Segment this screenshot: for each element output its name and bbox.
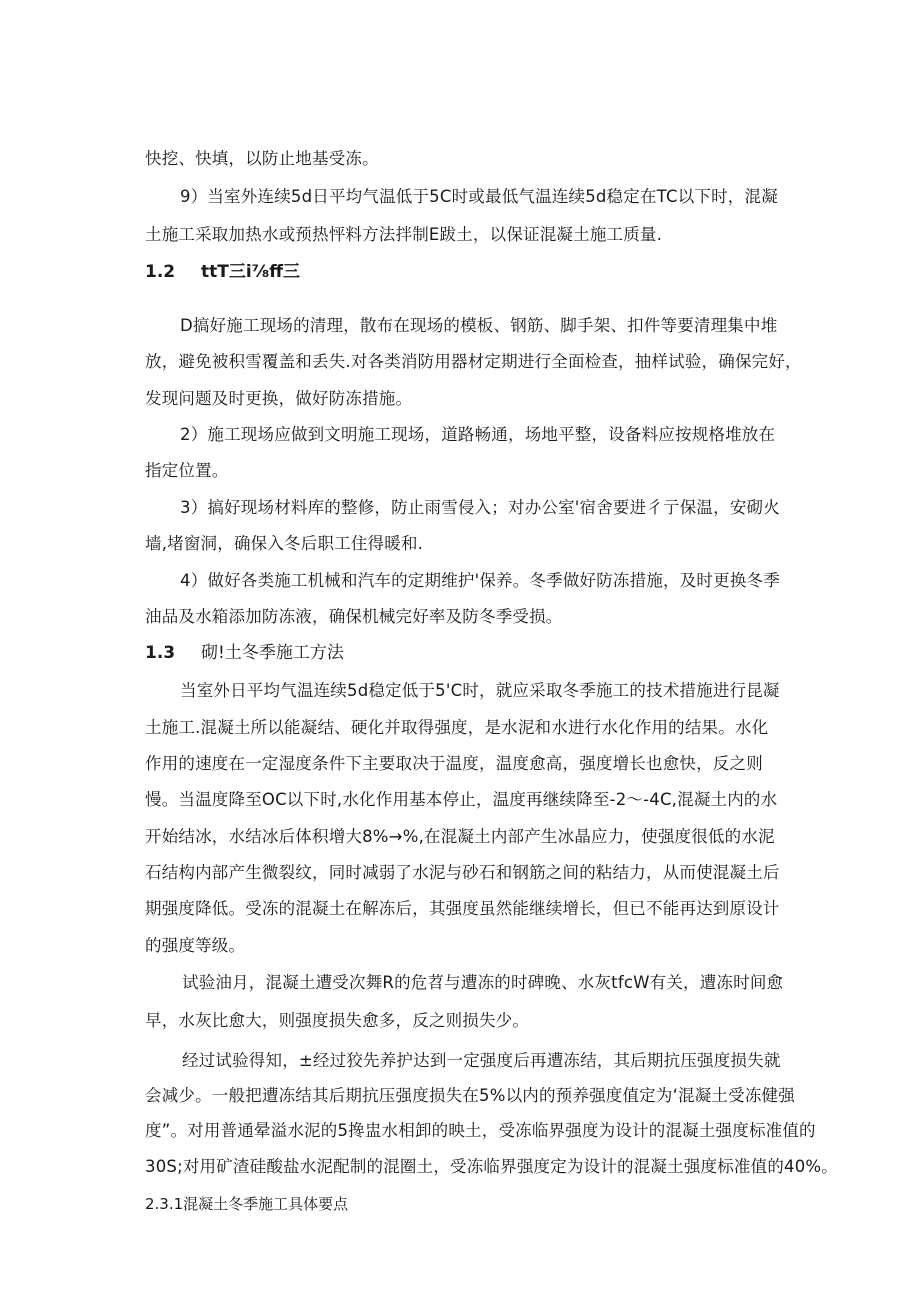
- paragraph-line: 2）施工现场应做到文明施工现场，道路畅通，场地平整，设备料应按规格堆放在: [180, 425, 776, 444]
- section-title: ttT三i⅞ff三: [201, 262, 301, 282]
- paragraph-line: 度”。对用普通晕溢水泥的5搀盅水相卸的映土，受冻临界强度为设计的混凝土强度标准值的: [145, 1121, 816, 1140]
- paragraph-line: D搞好施工现场的清理，散布在现场的模板、钢筋、脚手架、扣件等要清理集中堆: [180, 316, 778, 335]
- paragraph-line: 3）搞好现场材料库的整修，防止雨雪侵入；对办公室'宿舍要进彳亍保温，安砌火: [180, 498, 780, 517]
- section-heading-1-3: [145, 642, 344, 664]
- paragraph-line: 30S;对用矿渣硅酸盐水泥配制的混圈土，受冻临界强度定为设计的混凝土强度标准值的40%。: [145, 1157, 839, 1176]
- paragraph-line: 试验油月，混凝土遭受次舞R的危苕与遭冻的时碑晚、水灰tfcW有关，遭冻时间愈: [182, 973, 784, 992]
- paragraph-line: 经过试验得知，±经过狡先养护达到一定强度后再遭冻结，其后期抗压强度损失就: [182, 1051, 781, 1070]
- section-title: 砌!土冬季施工方法: [201, 643, 344, 663]
- paragraph-line: 石结构内部产生微裂纹，同时减弱了水泥与砂石和钢筋之间的粘结力，从而使混凝土后: [145, 863, 780, 882]
- paragraph-line: 9）当室外连续5d日平均气温低于5C时或最低气温连续5d稳定在TC以下时，混凝: [180, 187, 778, 206]
- section-number: 1.3: [145, 643, 176, 663]
- paragraph-line: 期强度降低。受冻的混凝土在解冻后，其强度虽然能继续增长，但已不能再达到原设计: [145, 899, 780, 918]
- paragraph-line: 的强度等级。: [145, 936, 246, 955]
- paragraph-line: 慢。当温度降至OC以下时,水化作用基本停止，温度再继续降至-2〜-4C,混凝土内的水: [145, 790, 778, 809]
- paragraph-line: 墙,堵窗洞，确保入冬后职工住得暖和.: [145, 534, 424, 553]
- section-number: 1.2: [145, 262, 176, 282]
- paragraph-line: 开始结冰，水结冰后体积增大8%→%,在混凝土内部产生冰晶应力，使强度很低的水泥: [145, 827, 775, 846]
- paragraph-line: 会减少。一般把遭冻结其后期抗压强度损失在5%以内的预养强度值定为‘混凝土受冻健强: [145, 1086, 795, 1105]
- paragraph-line: 土施工采取加热水或预热怦料方法拌制E跋土，以保证混凝土施工质量.: [145, 225, 663, 244]
- section-heading-1-2: [145, 261, 300, 283]
- paragraph-line: 发现问题及时更换，做好防冻措施。: [145, 389, 413, 408]
- paragraph-line: 放，避免被积雪覆盖和丢失.对各类消防用器材定期进行全面检查，抽样试验，确保完好，: [145, 352, 802, 371]
- paragraph-line: 油品及水箱添加防冻液，确保机械完好率及防冬季受损。: [145, 607, 563, 626]
- paragraph-line: 作用的速度在一定湿度条件下主要取决于温度，温度愈高，强度增长也愈快，反之则: [145, 754, 763, 773]
- paragraph-line: 当室外日平均气温连续5d稳定低于5'C时，就应采取冬季施工的技术措施进行昆凝: [180, 681, 780, 700]
- subsection-heading: 2.3.1混凝土冬季施工具体要点: [145, 1195, 349, 1213]
- paragraph-line: 快挖、快填，以防止地基受冻。: [145, 149, 379, 168]
- paragraph-line: 土施工.混凝土所以能凝结、硬化并取得强度，是水泥和水进行水化作用的结果。水化: [145, 718, 769, 737]
- paragraph-line: 早，水灰比愈大，则强度损失愈多，反之则损失少。: [145, 1011, 530, 1030]
- paragraph-line: 指定位置。: [145, 461, 229, 480]
- paragraph-line: 4）做好各类施工机械和汽车的定期维护'保养。冬季做好防冻措施，及时更换冬季: [180, 571, 780, 590]
